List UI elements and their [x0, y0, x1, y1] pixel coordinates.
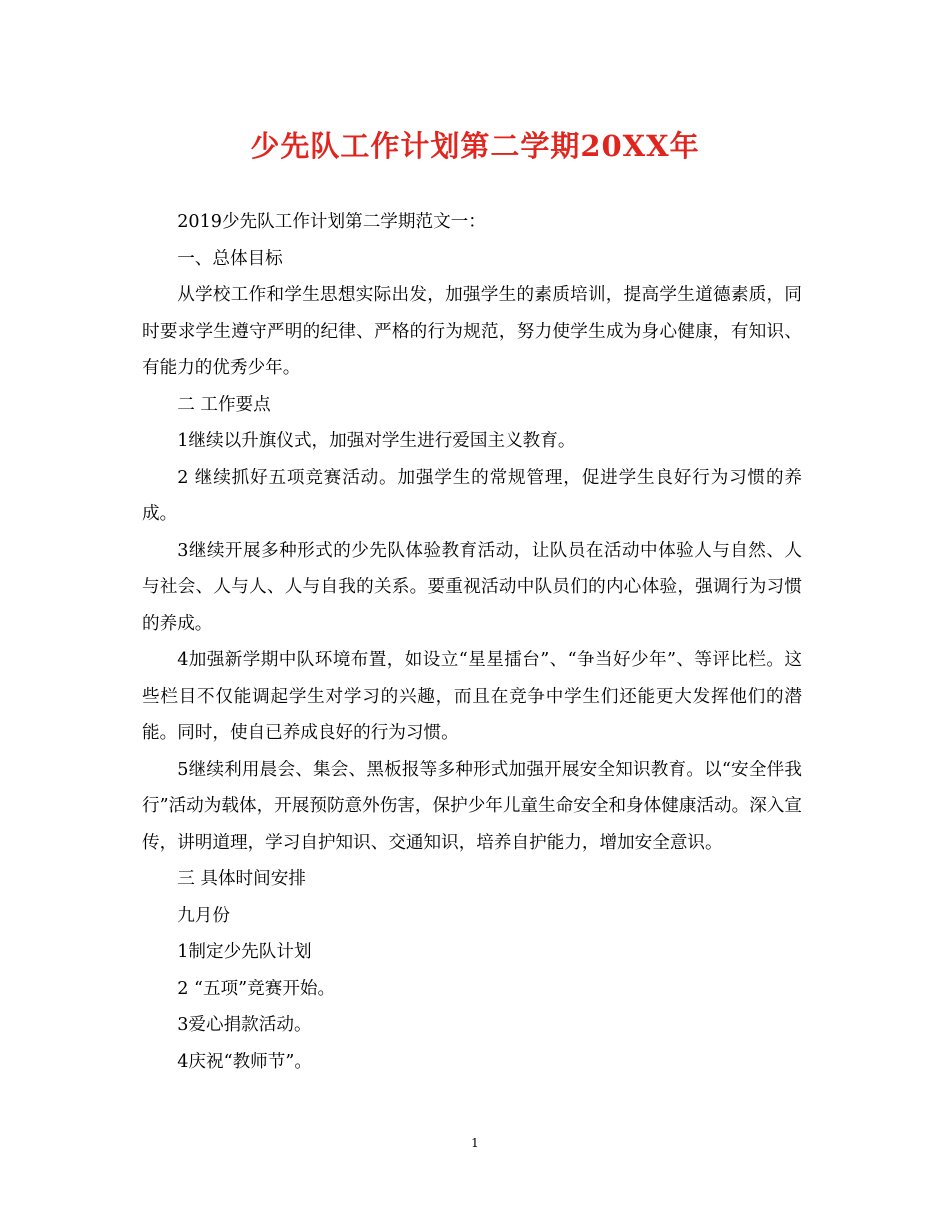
list-item: 2 “五项”竞赛开始。: [177, 978, 336, 999]
list-item: 3继续开展多种形式的少先队体验教育活动，让队员在活动中体验人与自然、人与社会、人与人、人与自我的关系。要重视活动中队员们的内心体验，强调行为习惯的养成。: [142, 540, 802, 634]
page-number: 1: [471, 1136, 479, 1150]
list-item: 1制定少先队计划: [177, 942, 312, 962]
month-heading: 九月份: [177, 905, 230, 926]
list-item: 5继续利用晨会、集会、黑板报等多种形式加强开展安全知识教育。以“安全伴我行”活动为载体，开展预防意外伤害，保护少年儿童生命安全和身体健康活动。深入宣传，讲明道理，学习自护知识、交通知识，培养自护能力，增加安全意识。: [142, 759, 802, 853]
paragraph: 2019少先队工作计划第二学期范文一：: [177, 212, 486, 232]
section-heading: 三 具体时间安排: [177, 869, 306, 889]
document-title: 少先队工作计划第二学期20XX年: [250, 129, 700, 163]
list-item: 2 继续抓好五项竞赛活动。加强学生的常规管理，促进学生良好行为习惯的养成。: [142, 467, 802, 524]
list-item: 1继续以升旗仪式，加强对学生进行爱国主义教育。: [177, 431, 576, 451]
list-item: 3爱心捐款活动。: [177, 1015, 312, 1035]
section-heading: 二 工作要点: [177, 394, 271, 415]
paragraph: 从学校工作和学生思想实际出发，加强学生的素质培训，提高学生道德素质，同时要求学生遵守严明的纪律、严格的行为规范，努力使学生成为身心健康，有知识、有能力的优秀少年。: [142, 285, 802, 378]
list-item: 4加强新学期中队环境布置，如设立“星星擂台”、“争当好少年”、等评比栏。这些栏目不仅能调起学生对学习的兴趣，而且在竞争中学生们还能更大发挥他们的潜能。同时，使自已养成良好的行为习惯。: [142, 650, 802, 743]
list-item: 4庆祝“教师节”。: [177, 1051, 312, 1072]
document-body: [142, 204, 802, 1080]
section-heading: 一、总体目标: [177, 248, 283, 269]
